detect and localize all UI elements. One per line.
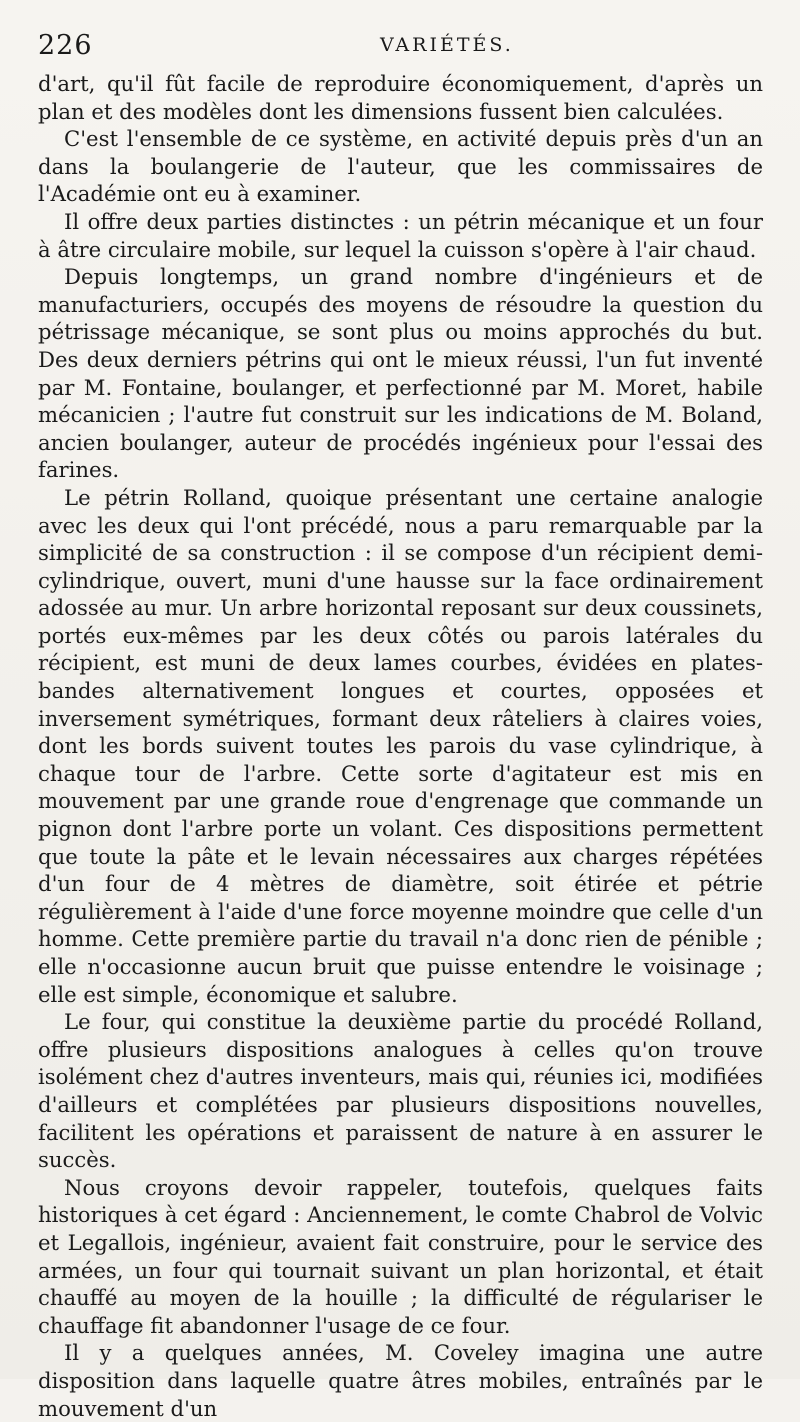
paragraph: Le pétrin Rolland, quoique présentant une certaine analogie avec les deux qui l'ont précédé, nous a paru remarquable par la simplicité de sa construction : il se compose d'un récipient demi-cylindrique, ouvert, muni d'une hausse sur la face ordinairement adossée au mur. Un arbre horizontal reposant sur deux coussinets, portés eux-mêmes par les deux côtés ou parois latérales du récipient, est muni de deux lames courbes, évidées en plates-bandes alternativement longues et courtes, opposées et inversement symétriques, formant deux râteliers à claires voies, dont les bords suivent toutes les parois du vase cylindrique, à chaque tour de l'arbre. Cette sorte d'agitateur est mis en mouvement par une grande roue d'engrenage que commande un pignon dont l'arbre porte un volant. Ces dispositions permettent que toute la pâte et le levain nécessaires aux charges répétées d'un four de 4 mètres de diamètre, soit étirée et pétrie régulièrement à l'aide d'une force moyenne moindre que celle d'un homme. Cette première partie du travail n'a donc rien de pénible ; elle n'occasionne aucun bruit que puisse entendre le voisinage ; elle est simple, économique et salubre. <box>38 484 763 1007</box>
paragraph: d'art, qu'il fût facile de reproduire économiquement, d'après un plan et des modèles dont les dimensions fussent bien calculées. <box>38 71 763 124</box>
paragraph: Nous croyons devoir rappeler, toutefois, quelques faits historiques à cet égard : Anciennement, le comte Chabrol de Volvic et Legallois, ingénieur, avaient fait construire, pour le service des armées, un four qui tournait suivant un plan horizontal, et était chauffé au moyen de la houille ; la difficulté de régulariser le chauffage fit abandonner l'usage de ce four. <box>38 1174 763 1338</box>
paragraph: Il offre deux parties distinctes : un pétrin mécanique et un four à âtre circulaire mobile, sur lequel la cuisson s'opère à l'air chaud. <box>38 208 763 262</box>
page-header <box>38 30 760 66</box>
running-title: VARIÉTÉS. <box>380 34 514 56</box>
page-number: 226 <box>38 30 93 61</box>
paragraph: Il y a quelques années, M. Coveley imagina une autre disposition dans laquelle quatre âtres mobiles, entraînés par le mouvement d'un <box>38 1340 763 1421</box>
paragraph: C'est l'ensemble de ce système, en activité depuis près d'un an dans la boulangerie de l'auteur, que les commissaires de l'Académie ont eu à examiner. <box>38 126 763 207</box>
paragraph: Le four, qui constitue la deuxième partie du procédé Rolland, offre plusieurs dispositions analogues à celles qu'on trouve isolément chez d'autres inventeurs, mais qui, réunies ici, modifiées d'ailleurs et complétées par plusieurs dispositions nouvelles, facilitent les opérations et paraissent de nature à en assurer le succès. <box>38 1009 763 1173</box>
body-text <box>38 70 763 1422</box>
paragraph: Depuis longtemps, un grand nombre d'ingénieurs et de manufacturiers, occupés des moyens de résoudre la question du pétrissage mécanique, se sont plus ou moins approchés du but. Des deux derniers pétrins qui ont le mieux réussi, l'un fut inventé par M. Fontaine, boulanger, et perfectionné par M. Moret, habile mécanicien ; l'autre fut construit sur les indications de M. Boland, ancien boulanger, auteur de procédés ingénieux pour l'essai des farines. <box>38 264 763 483</box>
